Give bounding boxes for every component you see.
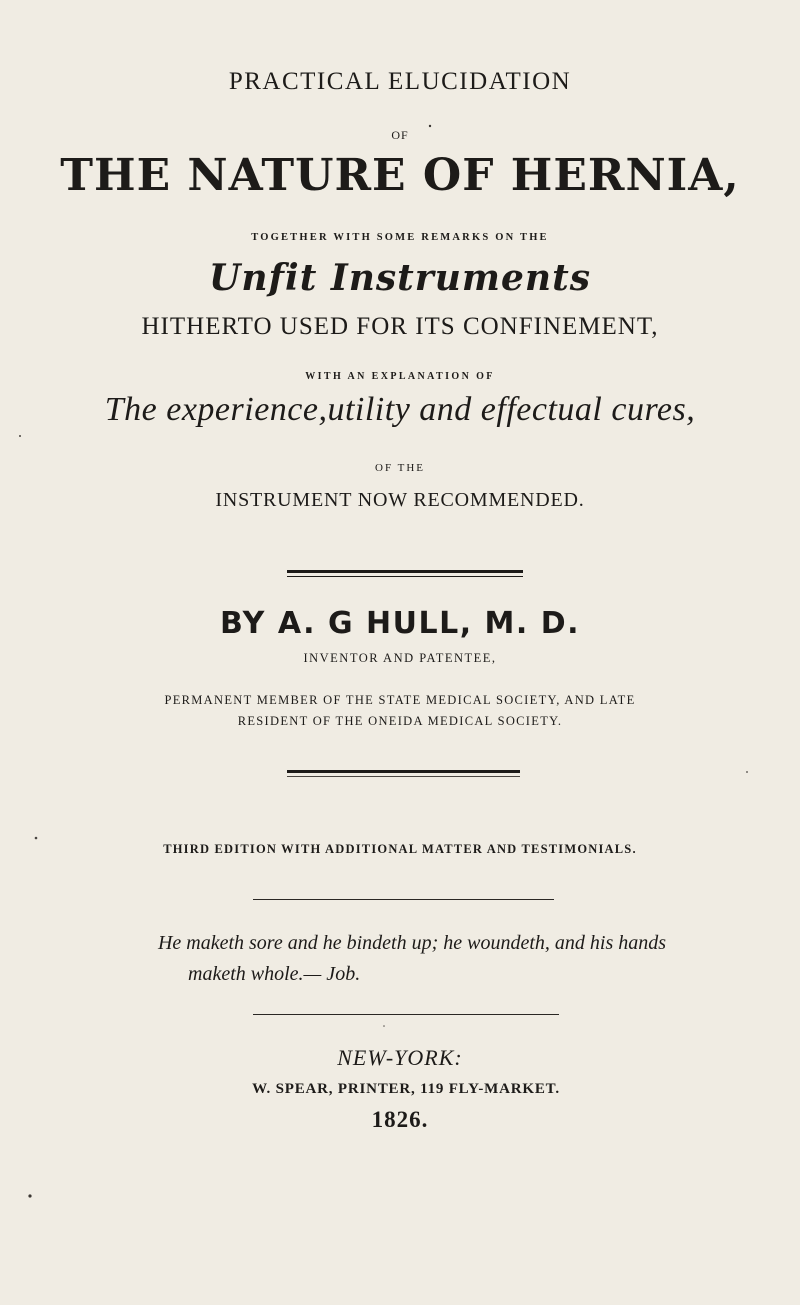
ornamental-rule-top bbox=[287, 570, 523, 573]
subtitle-unfit-instruments: Unfit Instruments bbox=[208, 257, 591, 299]
subtitle-hitherto: HITHERTO USED FOR ITS CONFINEMENT, bbox=[141, 313, 659, 340]
main-title: THE NATURE OF HERNIA, bbox=[60, 150, 740, 201]
subtitle-together: TOGETHER WITH SOME REMARKS ON THE bbox=[251, 232, 549, 243]
author-permanent-member: PERMANENT MEMBER OF THE STATE MEDICAL SOCIETY, AND LATE bbox=[164, 693, 636, 707]
ornamental-rule-top-thin bbox=[287, 576, 523, 577]
speck bbox=[746, 771, 748, 773]
speck bbox=[19, 435, 21, 437]
author-byline: BY A. G HULL, M. D. bbox=[219, 606, 581, 641]
edition-statement: THIRD EDITION WITH ADDITIONAL MATTER AND TESTIMONIALS. bbox=[163, 842, 637, 856]
of-the-connector: OF THE bbox=[375, 462, 425, 474]
of-connector: OF bbox=[391, 128, 409, 142]
speck bbox=[429, 125, 431, 127]
imprint-year: 1826. bbox=[371, 1107, 429, 1132]
epigraph-line-2: maketh whole.— Job. bbox=[188, 963, 361, 985]
ornamental-rule-middle bbox=[287, 770, 520, 773]
speck bbox=[28, 1194, 31, 1197]
epigraph-rule-bottom bbox=[253, 1014, 559, 1015]
subtitle-with-explanation: WITH AN EXPLANATION OF bbox=[305, 371, 495, 382]
speck bbox=[35, 837, 38, 840]
epigraph-line-1: He maketh sore and he bindeth up; he woundeth, and his hands bbox=[157, 932, 667, 954]
ornamental-rule-middle-thin bbox=[287, 776, 520, 777]
subtitle-experience: The experience,utility and effectual cures, bbox=[104, 391, 696, 428]
imprint-place: NEW-YORK: bbox=[337, 1045, 463, 1070]
heading-practical-elucidation: PRACTICAL ELUCIDATION bbox=[228, 68, 572, 95]
author-inventor: INVENTOR AND PATENTEE, bbox=[303, 651, 497, 665]
imprint-printer: W. SPEAR, PRINTER, 119 FLY-MARKET. bbox=[252, 1081, 560, 1097]
author-resident: RESIDENT OF THE ONEIDA MEDICAL SOCIETY. bbox=[237, 714, 563, 728]
subtitle-instrument: INSTRUMENT NOW RECOMMENDED. bbox=[215, 489, 585, 511]
epigraph-rule-top bbox=[253, 899, 554, 900]
speck bbox=[383, 1025, 385, 1027]
